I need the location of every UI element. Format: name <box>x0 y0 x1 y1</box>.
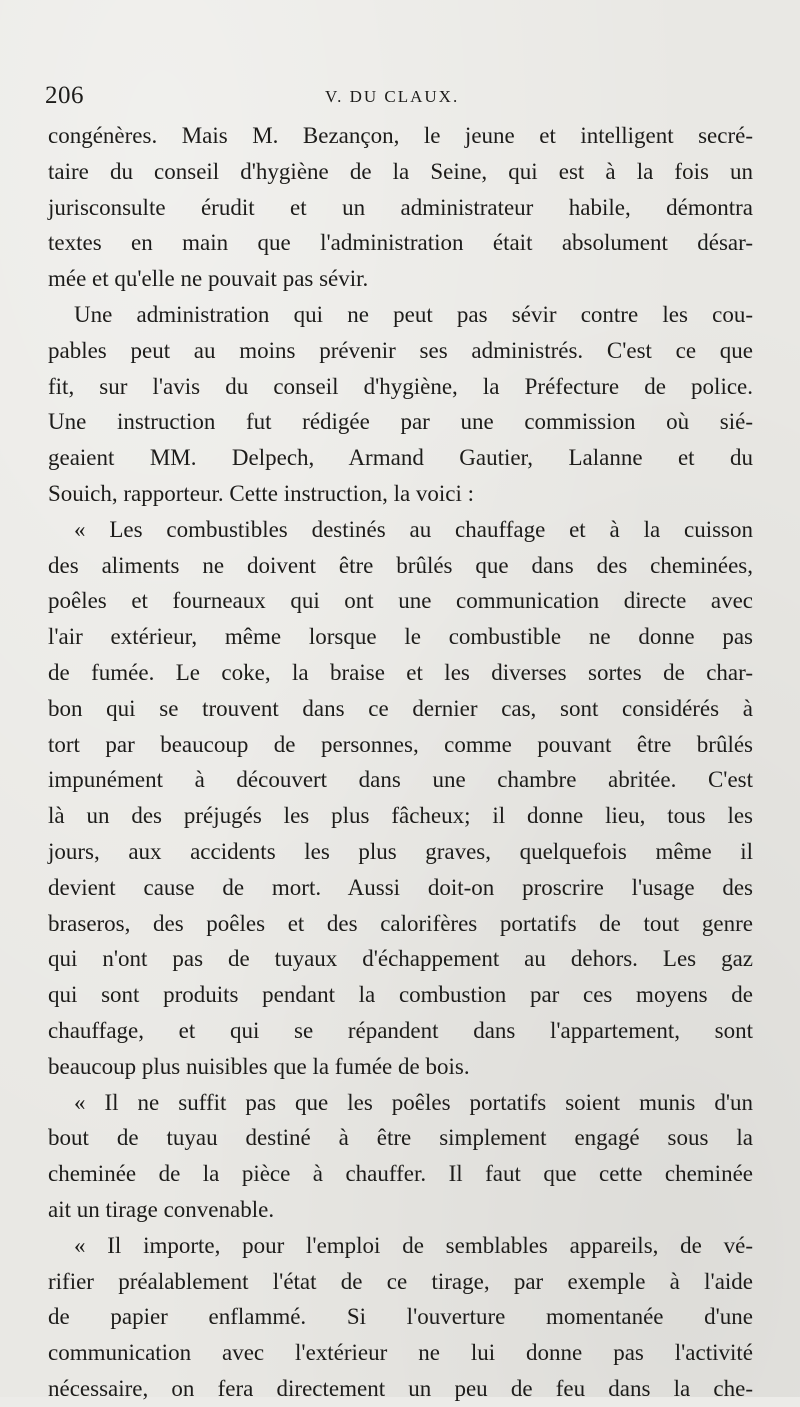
text-line: « Les combustibles destinés au chauffage et à la cuisson <box>74 516 753 542</box>
text-line: congénères. Mais M. Bezançon, le jeune et intelligent secré- <box>48 123 753 148</box>
page-number: 206 <box>45 82 84 109</box>
text-line: devient cause de mort. Aussi doit-on proscrire l'usage des <box>48 874 753 900</box>
text-line: qui n'ont pas de tuyaux d'échappement au dehors. Les gaz <box>48 946 753 972</box>
text-line: fit, sur l'avis du conseil d'hygiène, la Préfecture de police. <box>48 373 753 399</box>
text-line: bon qui se trouvent dans ce dernier cas, sont considérés à <box>48 695 753 721</box>
text-line: chauffage, et qui se répandent dans l'appartement, sont <box>48 1017 753 1043</box>
text-line: rifier préalablement l'état de ce tirage, par exemple à l'aide <box>48 1268 753 1294</box>
text-line: cheminée de la pièce à chauffer. Il faut que cette cheminée <box>48 1161 753 1187</box>
text-line: l'air extérieur, même lorsque le combustible ne donne pas <box>48 624 753 650</box>
text-line: textes en main que l'administration était absolument désar- <box>48 230 753 256</box>
text-line: Souich, rapporteur. Cette instruction, la voici : <box>48 480 475 506</box>
text-line: de fumée. Le coke, la braise et les diverses sortes de char- <box>48 659 753 685</box>
text-line: jours, aux accidents les plus graves, quelquefois même il <box>48 838 753 864</box>
text-line: beaucoup plus nuisibles que la fumée de bois. <box>48 1053 470 1079</box>
text-line: qui sont produits pendant la combustion par ces moyens de <box>48 982 753 1008</box>
text-line: taire du conseil d'hygiène de la Seine, qui est à la fois un <box>48 158 753 184</box>
text-line: impunément à découvert dans une chambre abritée. C'est <box>48 767 753 793</box>
text-line: communication avec l'extérieur ne lui donne pas l'activité <box>48 1340 753 1366</box>
text-line: mée et qu'elle ne pouvait pas sévir. <box>48 266 369 292</box>
text-line: poêles et fourneaux qui ont une communication directe avec <box>48 588 753 614</box>
text-line: tort par beaucoup de personnes, comme pouvant être brûlés <box>48 731 753 757</box>
text-line: braseros, des poêles et des calorifères portatifs de tout genre <box>48 910 753 936</box>
text-line: ait un tirage convenable. <box>48 1196 275 1222</box>
text-line: geaient MM. Delpech, Armand Gautier, Lalanne et du <box>48 445 753 471</box>
running-head: V. DU CLAUX. <box>325 87 460 106</box>
body-text <box>48 118 753 1407</box>
page-header <box>45 82 750 112</box>
text-line: là un des préjugés les plus fâcheux; il donne lieu, tous les <box>48 803 753 829</box>
text-line: Une administration qui ne peut pas sévir contre les cou- <box>74 301 753 327</box>
text-line: jurisconsulte érudit et un administrateur habile, démontra <box>48 194 753 220</box>
text-line: des aliments ne doivent être brûlés que dans des cheminées, <box>48 552 753 578</box>
text-line: bout de tuyau destiné à être simplement engagé sous la <box>48 1125 753 1151</box>
text-line: « Il ne suffit pas que les poêles portatifs soient munis d'un <box>74 1089 753 1115</box>
text-line: nécessaire, on fera directement un peu de feu dans la che- <box>48 1375 753 1401</box>
text-line: « Il importe, pour l'emploi de semblables appareils, de vé- <box>74 1232 753 1258</box>
text-line: Une instruction fut rédigée par une commission où sié- <box>48 409 753 435</box>
text-line: pables peut au moins prévenir ses administrés. C'est ce que <box>48 337 753 363</box>
text-line: de papier enflammé. Si l'ouverture momentanée d'une <box>48 1304 753 1330</box>
